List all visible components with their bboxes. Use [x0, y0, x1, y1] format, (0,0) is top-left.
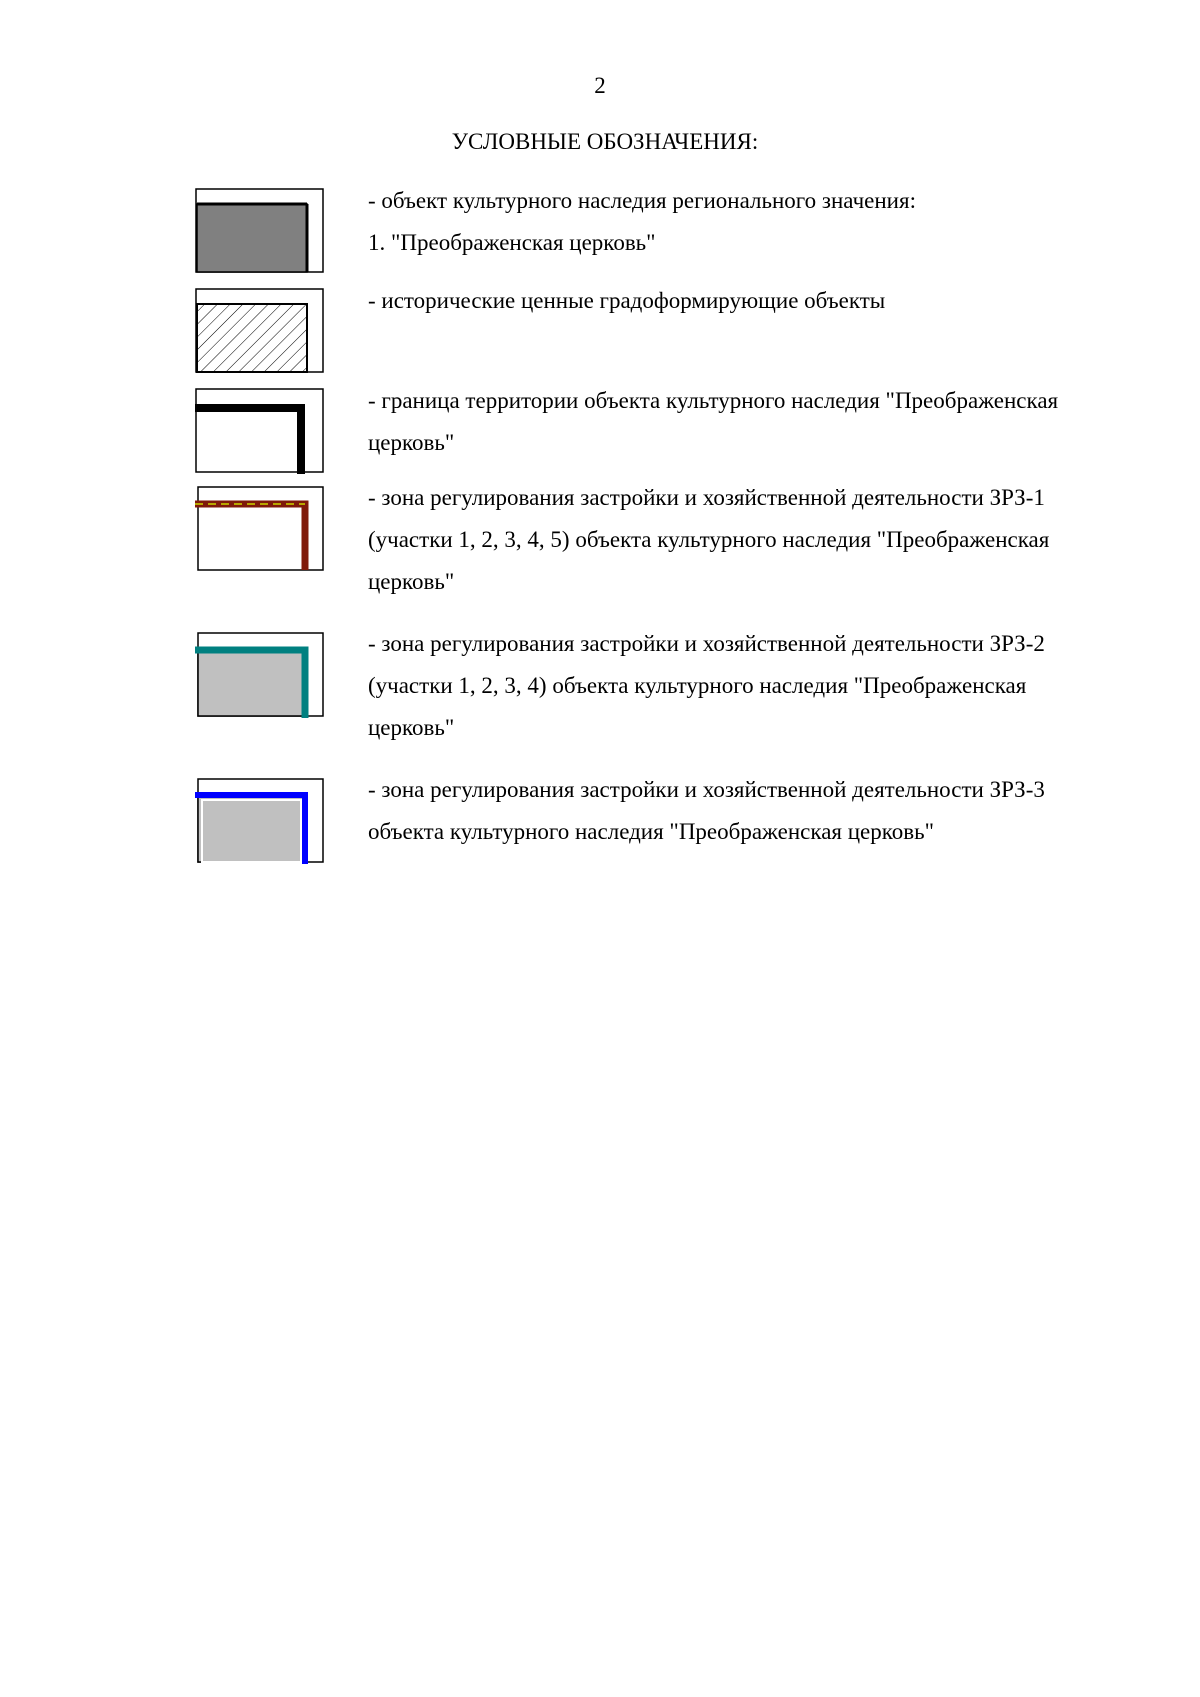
legend-line: - объект культурного наследия регионального значения:: [368, 188, 916, 213]
legend-line: - зона регулирования застройки и хозяйственной деятельности ЗРЗ-1: [368, 485, 1045, 510]
legend-line: церковь": [368, 715, 455, 740]
territory-boundary-icon: [195, 388, 325, 474]
page-number: 2: [594, 73, 606, 98]
legend-line: (участки 1, 2, 3, 4) объекта культурного наследия "Преображенская: [368, 673, 1027, 698]
legend-line: (участки 1, 2, 3, 4, 5) объекта культурного наследия "Преображенская: [368, 527, 1050, 552]
legend-text-territory-boundary: [368, 380, 1128, 464]
legend-text-cultural-heritage-object: [368, 180, 1128, 264]
legend-line: церковь": [368, 430, 455, 455]
zrz1-zone-icon: [195, 486, 325, 572]
legend-line: - граница территории объекта культурного наследия "Преображенская: [368, 388, 1059, 413]
legend-text-zrz1: [368, 477, 1128, 603]
cultural-heritage-object-icon: [195, 188, 325, 274]
hatched-object-icon: [195, 288, 325, 374]
legend-text-historic-objects: [368, 280, 1128, 322]
legend-line: 1. "Преображенская церковь": [368, 230, 656, 255]
legend-text-zrz2: [368, 623, 1128, 749]
legend-text-zrz3: [368, 769, 1128, 853]
legend-line: церковь": [368, 569, 455, 594]
legend-line: - зона регулирования застройки и хозяйственной деятельности ЗРЗ-3: [368, 777, 1045, 802]
legend-line: объекта культурного наследия "Преображенская церковь": [368, 819, 934, 844]
zrz2-zone-icon: [195, 632, 325, 718]
legend-line: - зона регулирования застройки и хозяйственной деятельности ЗРЗ-2: [368, 631, 1045, 656]
zrz3-zone-icon: [195, 778, 325, 864]
legend-line: - исторические ценные градоформирующие объекты: [368, 288, 886, 313]
legend-title: УСЛОВНЫЕ ОБОЗНАЧЕНИЯ:: [451, 129, 759, 154]
